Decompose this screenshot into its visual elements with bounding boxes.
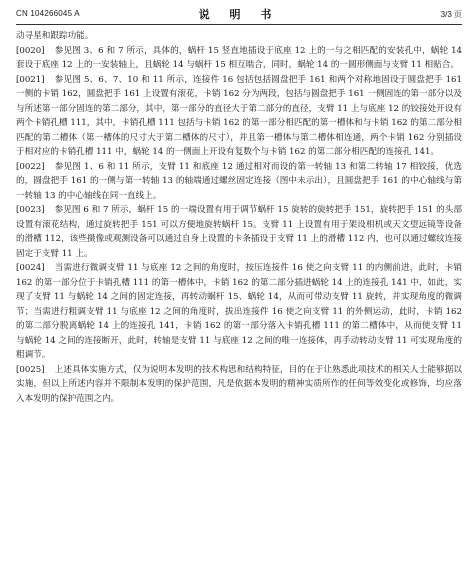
publication-number: CN 104266045 A — [16, 9, 80, 18]
document-title: 说 明 书 — [198, 8, 280, 21]
paragraph-text: 参见图 5、6、7、10 和 11 所示，连接件 16 包括包括圆盘把手 161 和两个对称地固设于圆盘把手 161 一侧的卡销 162，圆盘把手 161 上设置有滚花，卡销 162 分为两段，包括与圆盘把手 161 一侧固连的第一部分以及与所述第一部分固连的第二部分，其中，第一部分的直径大于第二部分的直径，支臂 11 上与底座 12 的铰接处开设有两个卡销孔槽 111，其中，卡销孔槽 111 包括与卡销 162 的第一部分相匹配的第一槽体和与卡销 162 的第二部分相匹配的第二槽体（第一槽体的尺寸大于第二槽体的尺寸），并且第一槽体与第二槽体相连通，两个卡销 162 分别插设于相对应的卡销孔槽 111 中，蜗轮 14 的一侧面上开设有复数个与卡销 162 的第二部分相匹配的连接孔 141。 — [16, 74, 462, 157]
paragraph-number: [0025] — [16, 364, 45, 375]
page-number: 3/3 页 — [440, 10, 462, 19]
paragraph-0025 — [16, 363, 462, 407]
paragraph-text: 参见图 3、6 和 7 所示，具体的，蜗杆 15 竖直地插设于底座 12 上的一与之相匹配的安装孔中，蜗轮 14 套设于底座 12 上的一安装轴上，且蜗轮 14 与蜗杆 15 相互啮合，同时，蜗轮 14 的一圆形侧面与支臂 11 相贴合。 — [16, 45, 462, 70]
paragraph-0022 — [16, 160, 462, 204]
paragraph-number: [0020] — [16, 45, 45, 56]
paragraph-text: 当需进行微调支臂 11 与底座 12 之间的角度时，按压连接件 16 使之向支臂 11 的内侧前进，此时，卡销 162 的第一部分位于卡销孔槽 111 的第一槽体中，卡销 162 的第二部分插进蜗轮 14 上的连接孔 141 中，如此，实现了支臂 11 与蜗轮 14 之间的固定连接，再转动蜗杆 15、蜗轮 14，从而可带动支臂 11 旋转，并实现角度的微调节；当需进行粗调支臂 11 与底座 12 之间的角度时，拔出连接件 16 使之向支臂 11 的外侧运动，此时，卡销 162 的第二部分脱离蜗轮 14 上的连接孔 141，卡销 162 的第一部分落入卡销孔槽 111 的第二槽体中，从而使支臂 11 与蜗轮 14 之间的连接断开，此时，转轴是支臂 11 与底座 12 之间的唯一连接体，再手动转动支臂 11 可实现角度的粗调节。 — [16, 263, 462, 360]
paragraph-number: [0024] — [16, 263, 45, 273]
paragraph-continuation — [16, 29, 462, 44]
page-header — [16, 0, 462, 24]
paragraph-text: 动寻星和跟踪功能。 — [16, 31, 94, 41]
paragraph-text: 参见图 1、6 和 11 所示，支臂 11 和底座 12 通过相对而设的第一转轴 13 和第二转轴 17 相铰接，优选的，圆盘把手 161 的一侧与第一转轴 13 的轴端通过螺丝固定连接（图中未示出），且圆盘把手 161 的中心轴线与第一转轴 13 的中心轴线在同一直线上。 — [16, 161, 462, 201]
paragraph-text: 参见图 6 和 7 所示，蜗杆 15 的一端设置有用于调节蜗杆 15 旋转的旋转把手 151，旋转把手 151 的头部设置有滚花结构，通过旋转把手 151 可以方便地旋转蜗杆 15。支臂 11 上设置有用于架设相机或天文望远镜等设备的滑槽 112，该些摄像或观测设备可以通过自身上设置的卡条插设于支臂 11 上的滑槽 112 内，也可以通过螺纹连接固定于支臂 11 上。 — [16, 205, 462, 259]
paragraph-0021 — [16, 73, 462, 160]
paragraph-0020 — [16, 44, 462, 73]
header-rule — [16, 24, 462, 25]
paragraph-number: [0021] — [16, 74, 45, 85]
paragraph-0023 — [16, 203, 462, 261]
paragraph-0024 — [16, 261, 462, 363]
document-body — [16, 29, 462, 406]
paragraph-number: [0022] — [16, 161, 45, 172]
paragraph-text: 上述具体实施方式，仅为说明本发明的技术构思和结构特征，目的在于让熟悉此项技术的相关人士能够据以实施，但以上所述内容并不限制本发明的保护范围，凡是依据本发明的精神实质所作的任何等效变化或修饰，均应落入本发明的保护范围之内。 — [16, 364, 462, 404]
paragraph-number: [0023] — [16, 205, 45, 215]
